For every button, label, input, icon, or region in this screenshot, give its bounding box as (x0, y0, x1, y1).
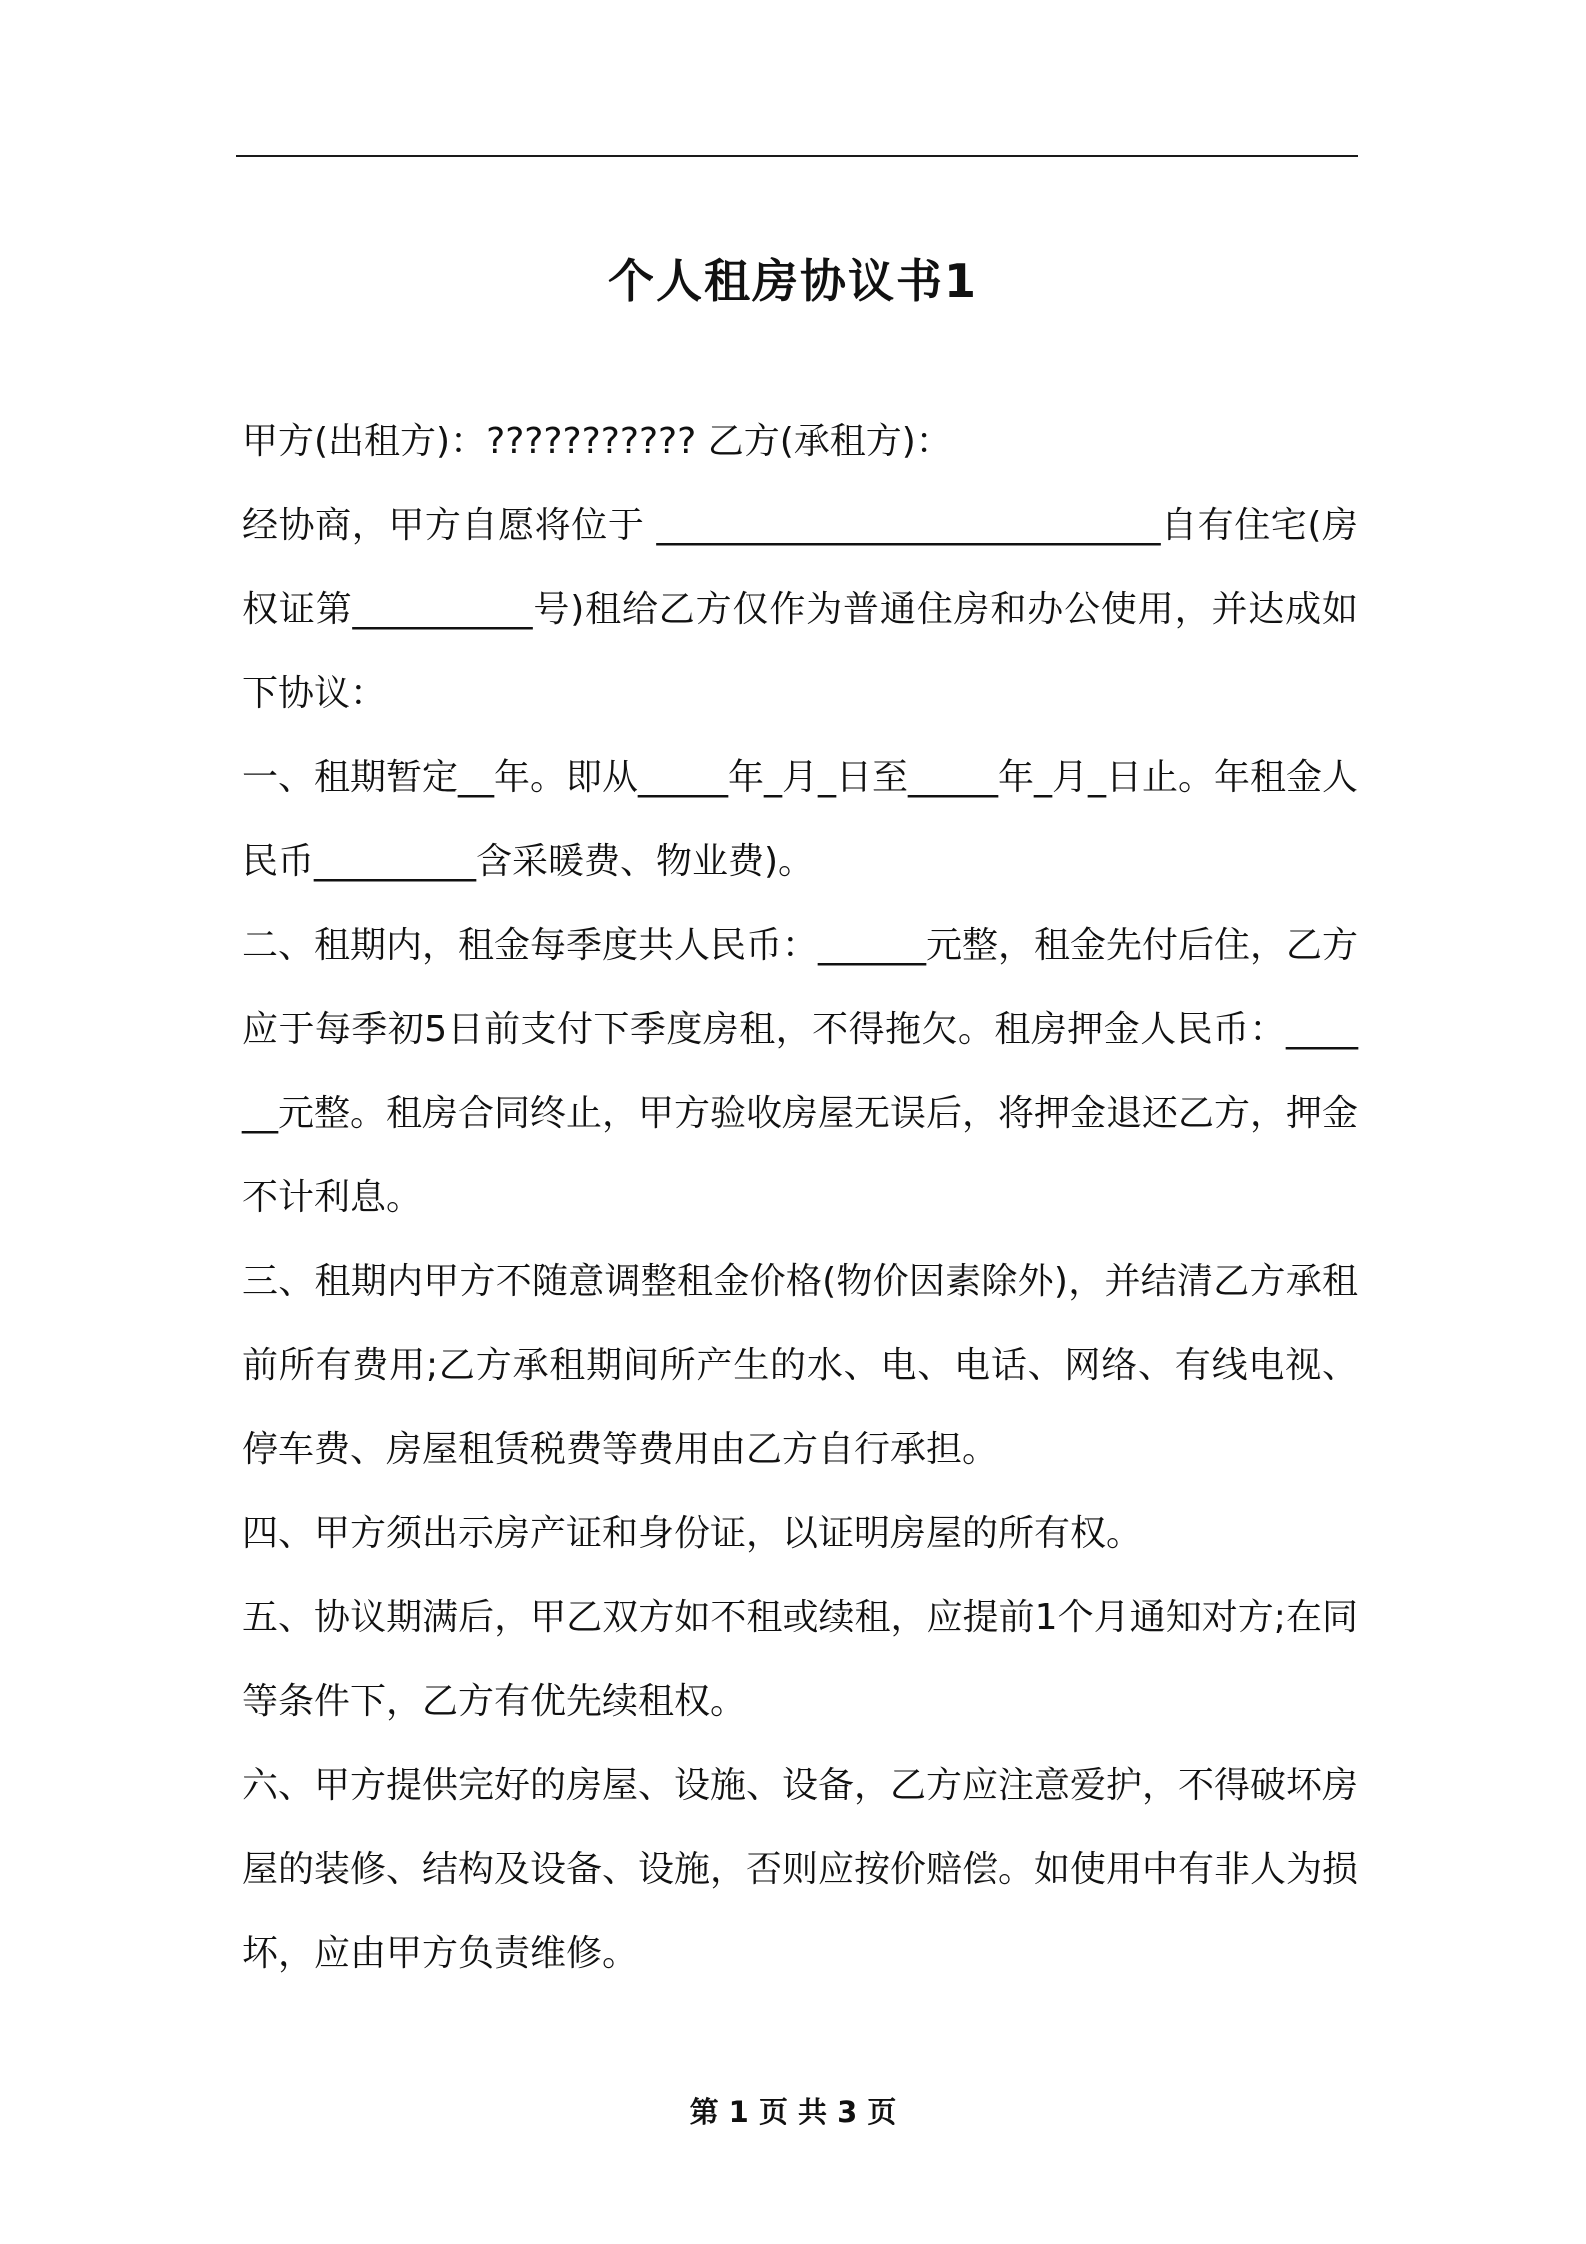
page-number-footer: 第 1 页 共 3 页 (689, 2095, 897, 2129)
clause-4: 四、甲方须出示房产证和身份证，以证明房屋的所有权。 (242, 1513, 1143, 1554)
clause-5: 五、协议期满后，甲乙双方如不租或续租，应提前1个月通知对方;在同等条件下，乙方有优先续租权。 (242, 1597, 1358, 1722)
clause-2: 二、租期内，租金每季度共人民币：______元整，租金先付后住，乙方应于每季初5日前支付下季度房租，不得拖欠。租房押金人民币：______元整。租房合同终止，甲方验收房屋无误后，将押金退还乙方，押金不计利息。 (242, 925, 1359, 1218)
clause-6: 六、甲方提供完好的房屋、设施、设备，乙方应注意爱护，不得破坏房屋的装修、结构及设备、设施，否则应按价赔偿。如使用中有非人为损坏，应由甲方负责维修。 (242, 1765, 1359, 1974)
clause-3: 三、租期内甲方不随意调整租金价格(物价因素除外)，并结清乙方承租前所有费用;乙方承租期间所产生的水、电、电话、网络、有线电视、停车费、房屋租赁税费等费用由乙方自行承担。 (242, 1261, 1358, 1470)
header-rule (236, 155, 1358, 157)
document-title: 个人租房协议书1 (607, 253, 978, 308)
clause-1: 一、租期暂定__年。即从_____年_月_日至_____年_月_日止。年租金人民币_________含采暖费、物业费)。 (242, 757, 1359, 882)
document-body (242, 400, 1358, 1996)
party-line: 甲方(出租方)：??????????? 乙方(承租方)： (242, 421, 952, 462)
intro-paragraph: 经协商，甲方自愿将位于 ____________________________自有住宅(房权证第__________号)租给乙方仅作为普通住房和办公使用，并达成如下协议： (242, 505, 1358, 714)
